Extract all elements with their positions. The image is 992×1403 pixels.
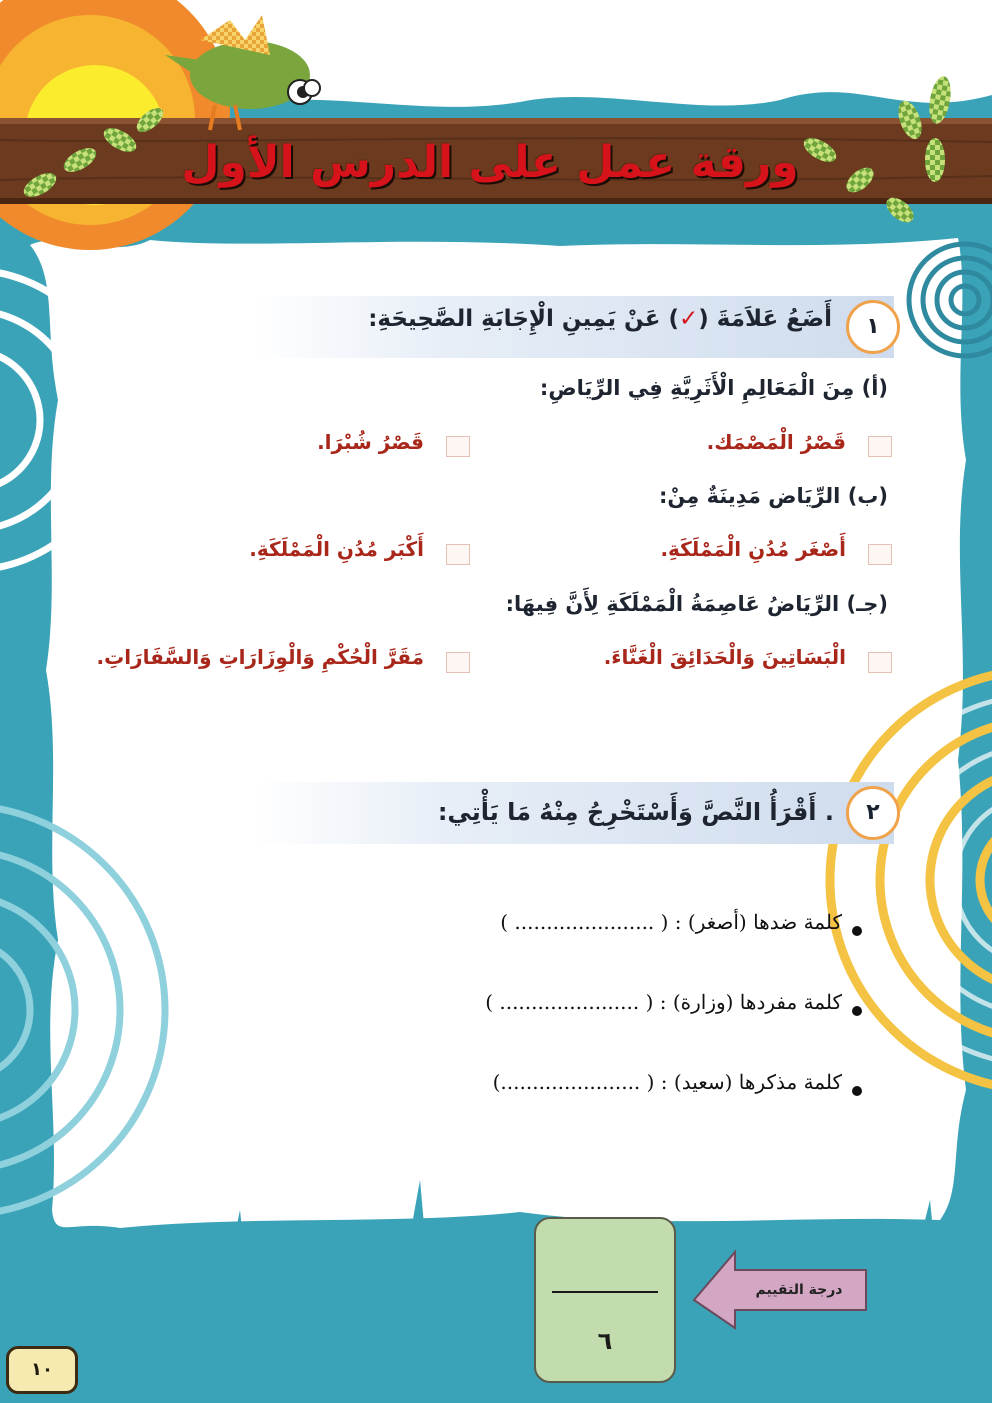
answer-line-2[interactable]: كلمة مفردها (وزارة) : ( ...................... ) [485, 990, 842, 1014]
answer-line-1[interactable]: كلمة ضدها (أصغر) : ( ...................... ) [500, 910, 842, 934]
option-checkbox[interactable] [868, 544, 892, 565]
option-checkbox[interactable] [868, 652, 892, 673]
option-1b-left: أَكْبَر مُدُنِ الْمَمْلَكَةِ. [249, 537, 424, 561]
assessment-label: درجة التقييم [755, 1282, 843, 1298]
option-1a-left: قَصْرُ شُبْرَا. [317, 430, 424, 454]
score-total: ٦ [597, 1327, 613, 1355]
score-divider [552, 1291, 658, 1293]
bullet-icon [852, 926, 862, 936]
answer-line-3[interactable]: كلمة مذكرها (سعيد) : ( ......................) [492, 1070, 842, 1094]
option-checkbox[interactable] [446, 652, 470, 673]
question-1a-label: (أ) مِنَ الْمَعَالِمِ الْأَثَرِيَّةِ فِي الرِّيَاضِ: [539, 376, 888, 400]
bullet-icon [852, 1086, 862, 1096]
option-1a-right: قَصْرُ الْمَصْمَك. [706, 430, 846, 454]
question-2-instruction: . أَقْرَأُ النَّصَّ وَأَسْتَخْرِجُ مِنْهُ مَا يَأْتِي: [437, 798, 834, 826]
option-1c-right: الْبَسَاتِينَ وَالْحَدَائِقَ الْغَنَّاءَ. [603, 645, 846, 669]
instruction-after: ) عَنْ يَمِينِ الْإِجَابَةِ الصَّحِيحَةِ: [368, 306, 679, 332]
option-checkbox[interactable] [446, 544, 470, 565]
option-1b-right: أَصْغَر مُدُنِ الْمَمْلَكَةِ. [660, 537, 846, 561]
option-checkbox[interactable] [446, 436, 470, 457]
question-1-instruction [368, 306, 832, 332]
page-number: ١٠ [6, 1346, 78, 1394]
question-1-number: ١ [846, 300, 900, 354]
option-1c-left: مَقَرَّ الْحُكْمِ وَالْوِزَارَاتِ وَالسَّفَارَاتِ. [96, 645, 424, 669]
instruction-before: أَضَعُ عَلاَمَةَ ( [698, 306, 832, 332]
option-checkbox[interactable] [868, 436, 892, 457]
question-1b-label: (ب) الرِّيَاض مَدِينَةٌ مِنْ: [658, 484, 888, 508]
bullet-icon [852, 1006, 862, 1016]
score-box [534, 1217, 676, 1383]
checkmark-icon: ✓ [679, 306, 699, 332]
question-2-number: ٢ [846, 786, 900, 840]
question-1c-label: (جـ) الرِّيَاضُ عَاصِمَةُ الْمَمْلَكَةِ لِأَنَّ فِيهَا: [505, 592, 888, 616]
page-title: ورقة عمل على الدرس الأول [181, 137, 799, 188]
